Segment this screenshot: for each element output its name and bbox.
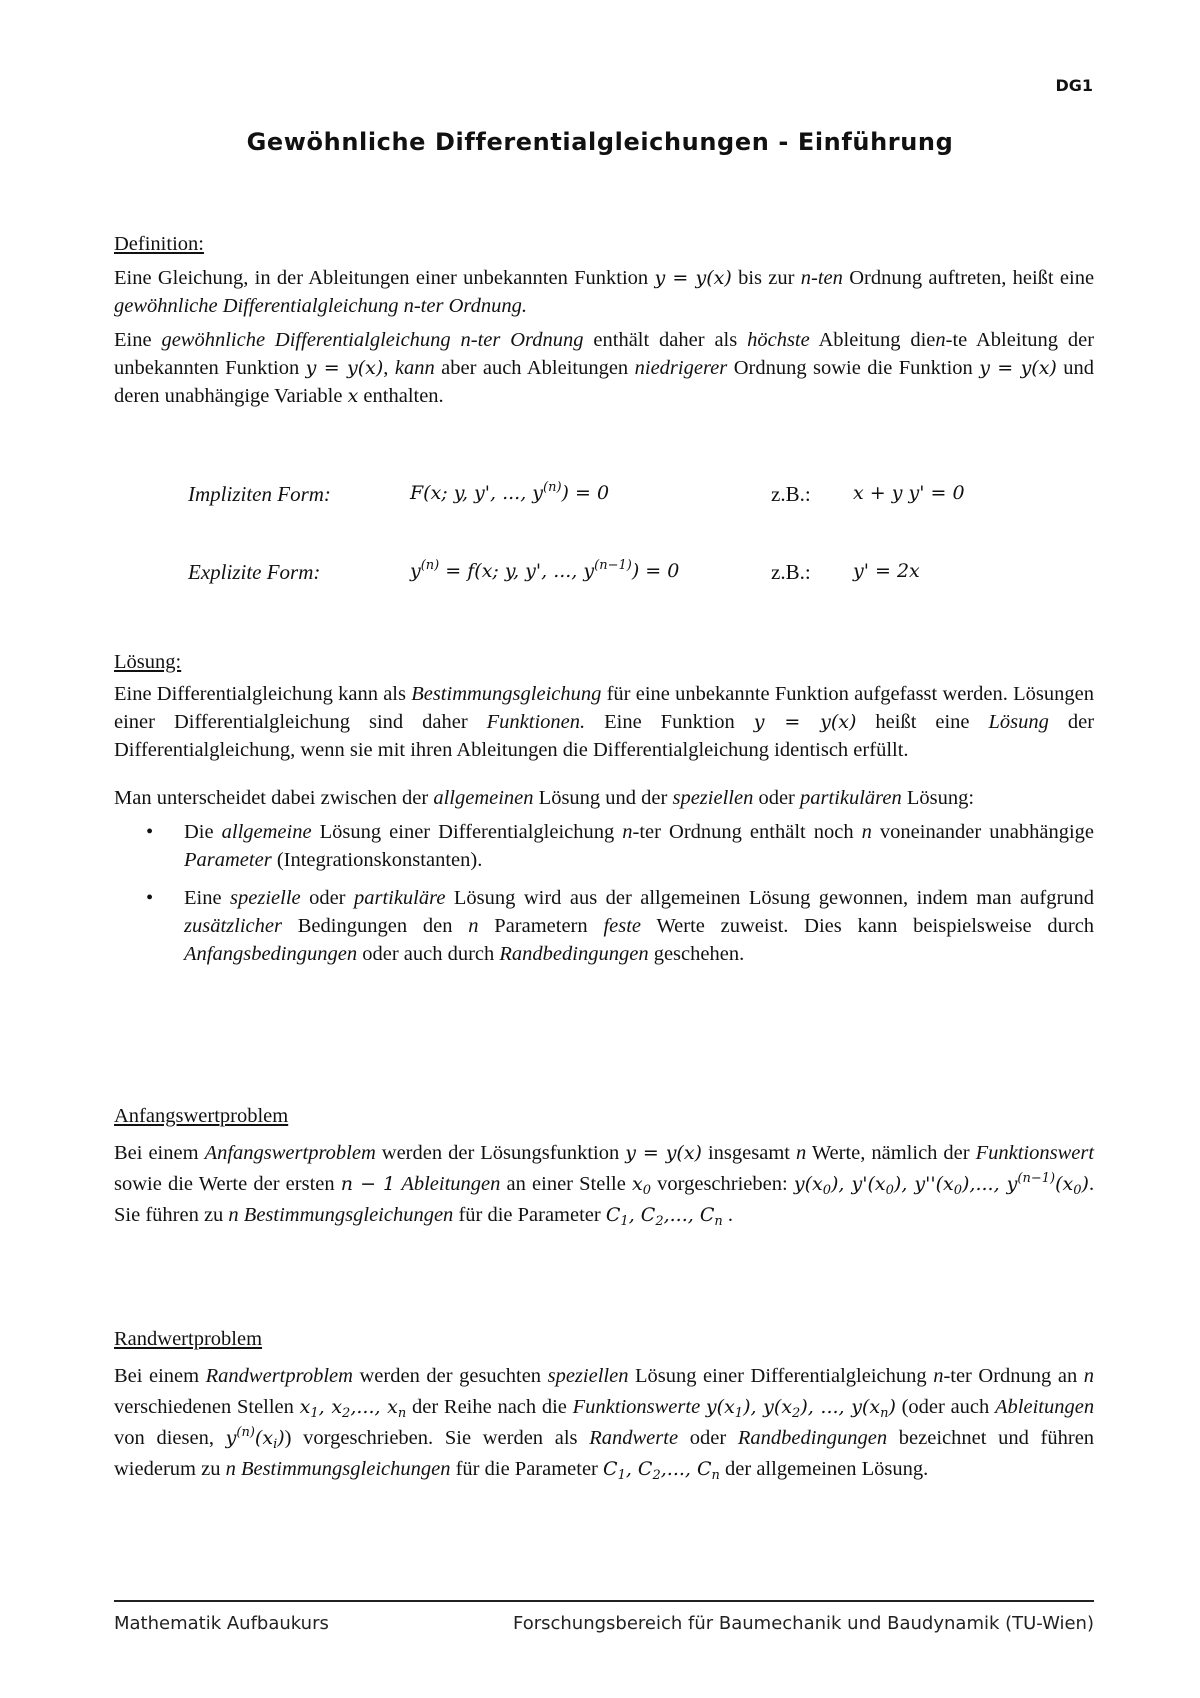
bullet-icon: • — [146, 821, 154, 843]
footer-divider — [114, 1600, 1094, 1602]
loesung-section — [114, 648, 1094, 978]
anfangswertproblem-paragraph: Bei einem Anfangswertproblem werden der Lösungsfunktion y = y(x) insgesamt n Werte, nämlich der Funktionswert sowie die Werte der ersten n − 1 Ableitungen an einer Stelle $x_0$ vorgeschrieben: $y(x_0)$, $y'(x_0)$, $y''(x_0)$,..., $y^{(n-1)}(x_0)$. Sie führen zu n Bestimmungsgleichungen für die Parameter $C_1$, $C_2$,..., $C_n$ . — [114, 1142, 1095, 1229]
definition-paragraph-2: Eine gewöhnliche Differentialgleichung n-ter Ordnung enthält daher als höchste Ableitung dien-te Ableitung der unbekannten Funktion y = y(x), kann aber auch Ableitungen niedrigerer Ordnung sowie die Funktion y = y(x) und deren unabhängige Variable x enthalten. — [114, 329, 1095, 407]
definition-paragraph-1: Eine Gleichung, in der Ableitungen einer unbekannten Funktion y = y(x) bis zur n-ten Ordnung auftreten, heißt eine gewöhnliche Differentialgleichung n-ter Ordnung. — [114, 267, 1095, 317]
list-item: • Eine spezielle oder partikuläre Lösung wird aus der allgemeinen Lösung gewonnen, indem man aufgrund zusätzlicher Bedingungen den n Parametern feste Werte zuweist. Dies kann beispielsweise durch Anfangsbedingungen oder auch durch Randbedingungen geschehen. — [184, 884, 1094, 968]
randwertproblem-section — [114, 1325, 1094, 1485]
loesung-paragraph-1: Eine Differentialgleichung kann als Bestimmungsgleichung für eine unbekannte Funktion aufgefasst werden. Lösungen einer Differentialgleichung sind daher Funktionen. Eine Funktion y = y(x) heißt eine Lösung der Differentialgleichung, wenn sie mit ihren Ableitungen die Differentialgleichung identisch erfüllt. — [114, 683, 1095, 761]
randwertproblem-paragraph: Bei einem Randwertproblem werden der gesuchten speziellen Lösung einer Differentialgleichung n-ter Ordnung an n verschiedenen Stellen $x_1$, $x_2$,..., $x_n$ der Reihe nach die Funktionswerte $y(x_1)$, $y(x_2)$, ..., $y(x_n)$ (oder auch Ableitungen von diesen, $y^{(n)}(x_i)$) vorgeschrieben. Sie werden als Randwerte oder Randbedingungen bezeichnet und führen wiederum zu n Bestimmungsgleichungen für die Parameter $C_1$, $C_2$,..., $C_n$ der allgemeinen Lösung. — [114, 1365, 1095, 1483]
implicit-form-row: Impliziten Form: F(x; y, y', ..., $y^{(n)}) = 0$ z.B.: x + y y' = 0 — [188, 480, 965, 506]
bullet-icon: • — [146, 887, 154, 909]
footer-left: Mathematik Aufbaukurs — [114, 1613, 329, 1634]
randwertproblem-heading: Randwertproblem — [114, 1328, 263, 1350]
definition-heading: Definition: — [114, 233, 204, 255]
anfangswertproblem-heading: Anfangswertproblem — [114, 1105, 289, 1127]
explicit-form-row: Explizite Form: $y^{(n)} = f(x$; y, y', ..., $y^{(n-1)}) = 0$ z.B.: y' = 2x — [188, 558, 920, 584]
loesung-bullet-list — [114, 818, 1094, 968]
definition-section — [114, 230, 1094, 410]
document-tag: DG1 — [1055, 76, 1093, 95]
page-title: Gewöhnliche Differentialgleichungen - Einführung — [246, 128, 954, 156]
footer-right: Forschungsbereich für Baumechanik und Baudynamik (TU-Wien) — [512, 1613, 1094, 1634]
loesung-paragraph-2: Man unterscheidet dabei zwischen der allgemeinen Lösung und der speziellen oder partikulären Lösung: — [114, 787, 975, 809]
anfangswertproblem-section — [114, 1102, 1094, 1231]
loesung-heading: Lösung: — [114, 651, 182, 673]
list-item: • Die allgemeine Lösung einer Differentialgleichung n-ter Ordnung enthält noch n voneinander unabhängige Parameter (Integrationskonstanten). — [184, 818, 1094, 874]
